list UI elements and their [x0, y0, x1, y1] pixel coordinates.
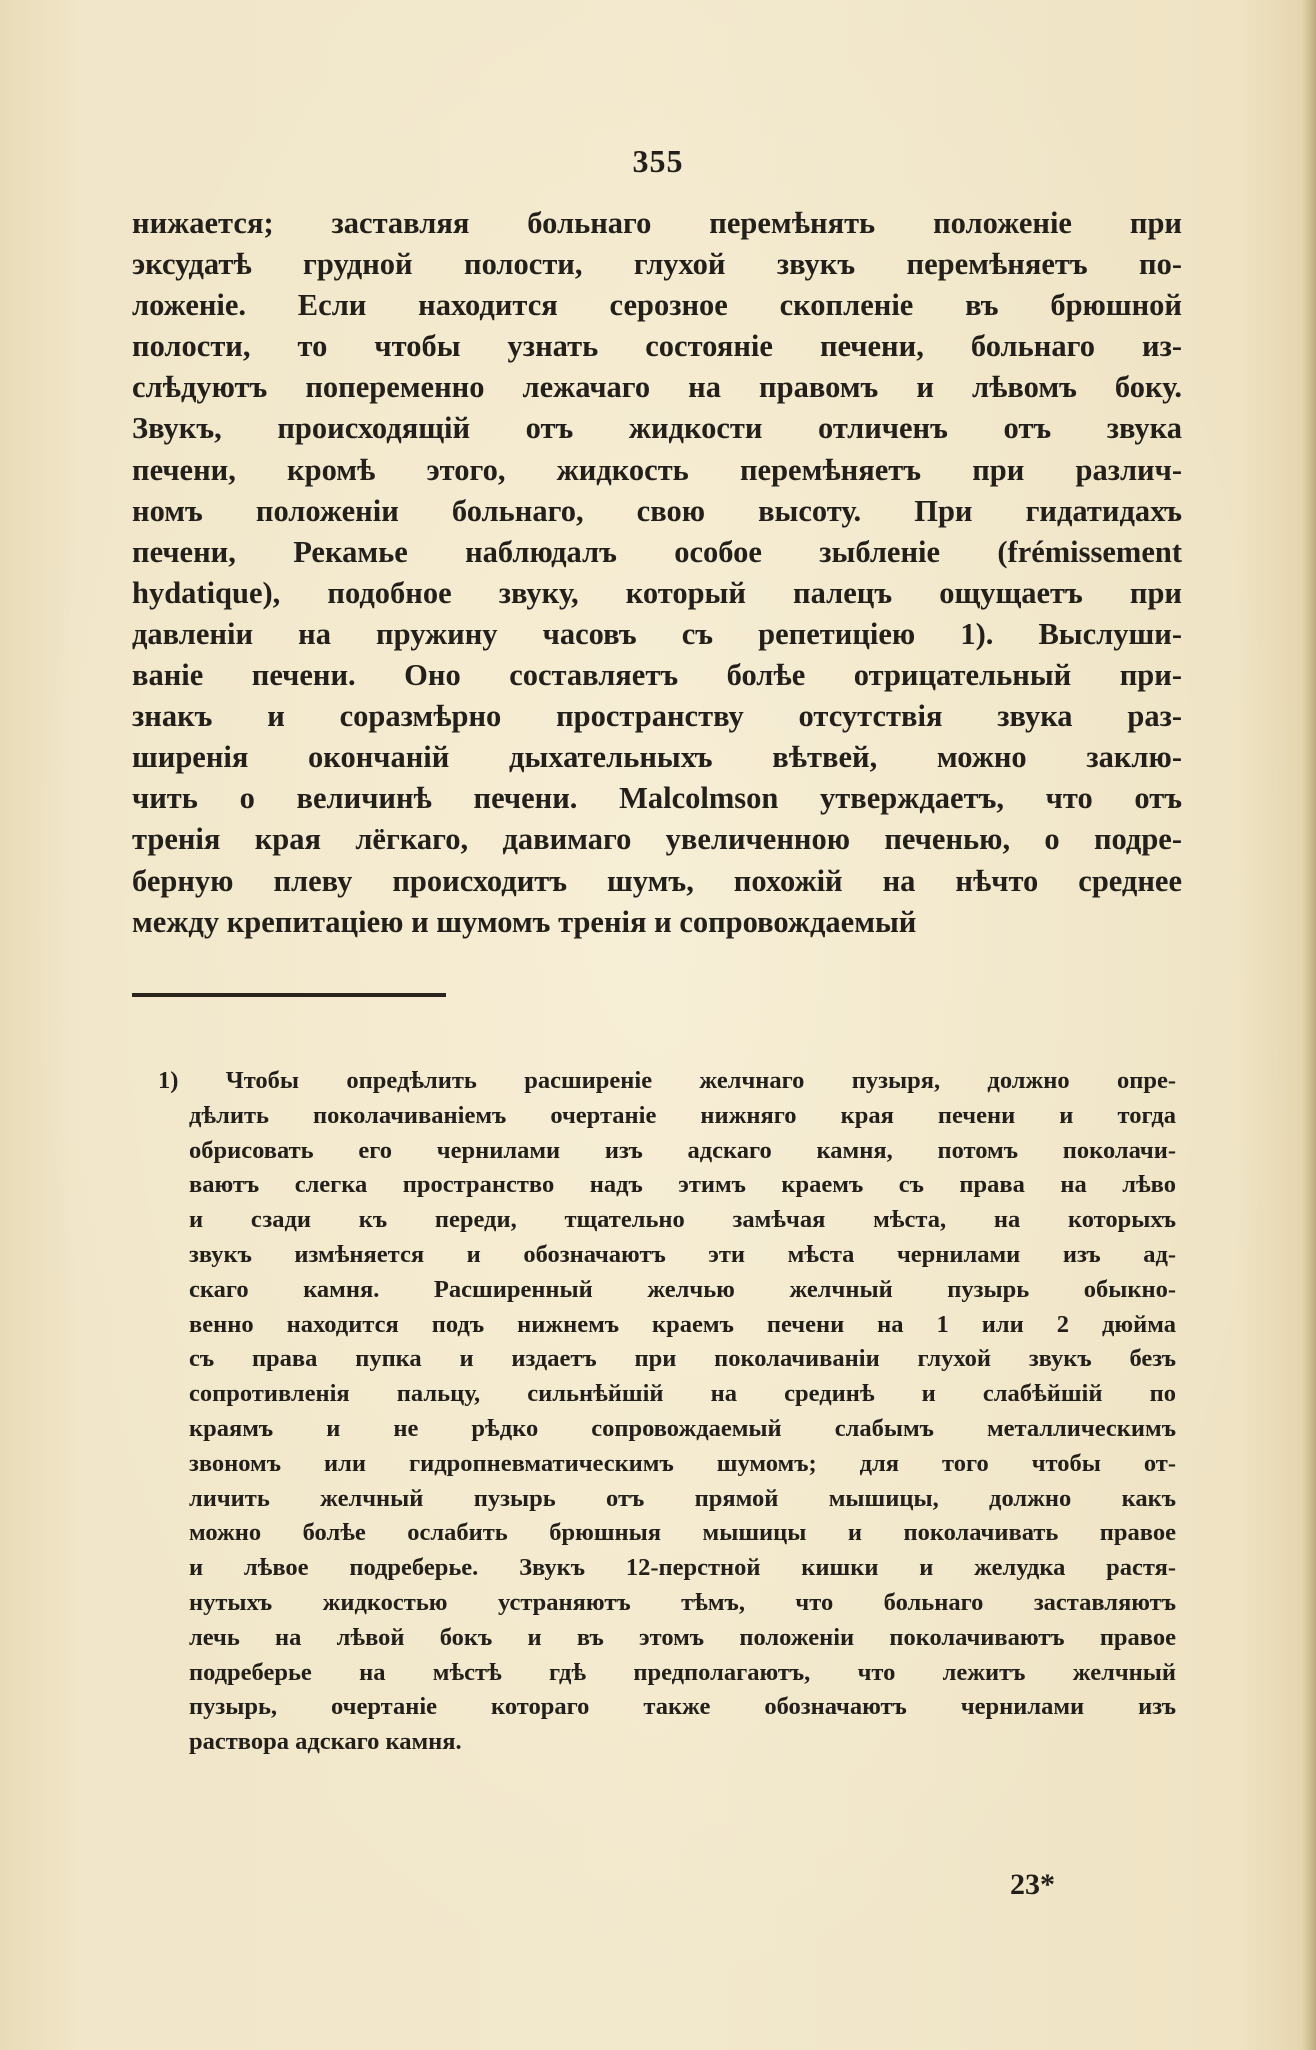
main-line: печени, кромѣ этого, жидкость перемѣняетъ при различ- — [132, 452, 1182, 487]
footnote-line: и лѣвое подреберье. Звукъ 12-перстной кишки и желудка растя- — [189, 1554, 1176, 1582]
footnote-line: подреберье на мѣстѣ гдѣ предполагаютъ, что лежитъ желчный — [189, 1658, 1176, 1686]
footnote-line: и сзади къ переди, тщательно замѣчая мѣста, на которыхъ — [189, 1206, 1176, 1234]
footnote-line: звукъ измѣняется и обозначаютъ эти мѣста чернилами изъ ад- — [189, 1240, 1176, 1268]
signature-mark: 23* — [1010, 1868, 1055, 1901]
footnote-divider — [132, 993, 446, 997]
main-line: берную плеву происходитъ шумъ, похожiй на нѣчто среднее — [132, 863, 1182, 898]
footnote-line: можно болѣе ослабить брюшныя мышицы и поколачивать правое — [189, 1519, 1176, 1547]
footnote-line: звономъ или гидропневматическимъ шумомъ; для того чтобы от- — [189, 1449, 1176, 1477]
footnote-line: краямъ и не рѣдко сопровождаемый слабымъ металлическимъ — [189, 1414, 1176, 1442]
main-line: слѣдуютъ попеременно лежачаго на правомъ и лѣвомъ боку. — [132, 370, 1182, 405]
footnote-line: съ права пупка и издаетъ при поколачиванiи глухой звукъ безъ — [189, 1345, 1176, 1373]
main-line: давленiи на пружину часовъ съ репетицiею 1). Выслуши- — [132, 616, 1182, 651]
main-line: чить о величинѣ печени. Malcolmson утверждаетъ, что отъ — [132, 781, 1182, 816]
footnote-line: ваютъ слегка пространство надъ этимъ краемъ съ права на лѣво — [189, 1171, 1176, 1199]
footnote-line: 1) Чтобы опредѣлить расширенiе желчнаго пузыря, должно опре- — [158, 1067, 1176, 1094]
main-line: номъ положенiи больнаго, свою высоту. При гидатидахъ — [132, 493, 1182, 528]
main-line: ширенiя окончанiй дыхательныхъ вѣтвей, можно заклю- — [132, 740, 1182, 775]
footnote-line: лечь на лѣвой бокъ и въ этомъ положенiи поколачиваютъ правое — [189, 1623, 1176, 1651]
main-text-body — [132, 203, 1182, 943]
main-line: ложенiе. Если находится серозное скопленiе въ брюшной — [132, 288, 1182, 323]
footnote-line: личить желчный пузырь отъ прямой мышицы, должно какъ — [189, 1484, 1176, 1512]
page-number: 355 — [632, 143, 684, 179]
footnote-line: обрисовать его чернилами изъ адскаго камня, потомъ поколачи- — [189, 1136, 1176, 1164]
main-line: печени, Рекамье наблюдалъ особое зыбленiе (frémissement — [132, 534, 1182, 569]
main-line: нижается; заставляя больнаго перемѣнять положенiе при — [132, 206, 1182, 240]
main-line: эксудатѣ грудной полости, глухой звукъ перемѣняетъ по- — [132, 247, 1182, 282]
footnote-line: дѣлить поколачиванiемъ очертанiе нижняго края печени и тогда — [189, 1101, 1176, 1129]
footnote-line: раствора адскаго камня. — [189, 1728, 462, 1756]
footnote-line: нутыхъ жидкостью устраняютъ тѣмъ, что больнаго заставляютъ — [189, 1588, 1176, 1616]
page-edge-shadow — [1302, 0, 1316, 2050]
footnote-line: венно находится подъ нижнемъ краемъ печени на 1 или 2 дюйма — [189, 1310, 1176, 1338]
footnote-line: сопротивленiя пальцу, сильнѣйшiй на срединѣ и слабѣйшiй по — [189, 1380, 1176, 1408]
main-line: полости, то чтобы узнать состоянiе печени, больнаго из- — [132, 329, 1182, 364]
footnote — [158, 1064, 1176, 1760]
main-line: знакъ и соразмѣрно пространству отсутствiя звука раз- — [132, 699, 1182, 734]
main-line: Звукъ, происходящiй отъ жидкости отличенъ отъ звука — [132, 411, 1182, 446]
main-line: hydatique), подобное звуку, который палецъ ощущаетъ при — [132, 575, 1182, 610]
footnote-line: пузырь, очертанiе котораго также обозначаютъ чернилами изъ — [189, 1693, 1176, 1721]
main-line: тренiя края лёгкаго, давимаго увеличенною печенью, о подре- — [132, 822, 1182, 857]
footnote-line: скаго камня. Расширенный желчью желчный пузырь обыкно- — [189, 1275, 1176, 1303]
main-line: ванiе печени. Оно составляетъ болѣе отрицательный при- — [132, 658, 1182, 693]
main-line: между крепитацiею и шумомъ тренiя и сопровождаемый — [132, 904, 917, 939]
